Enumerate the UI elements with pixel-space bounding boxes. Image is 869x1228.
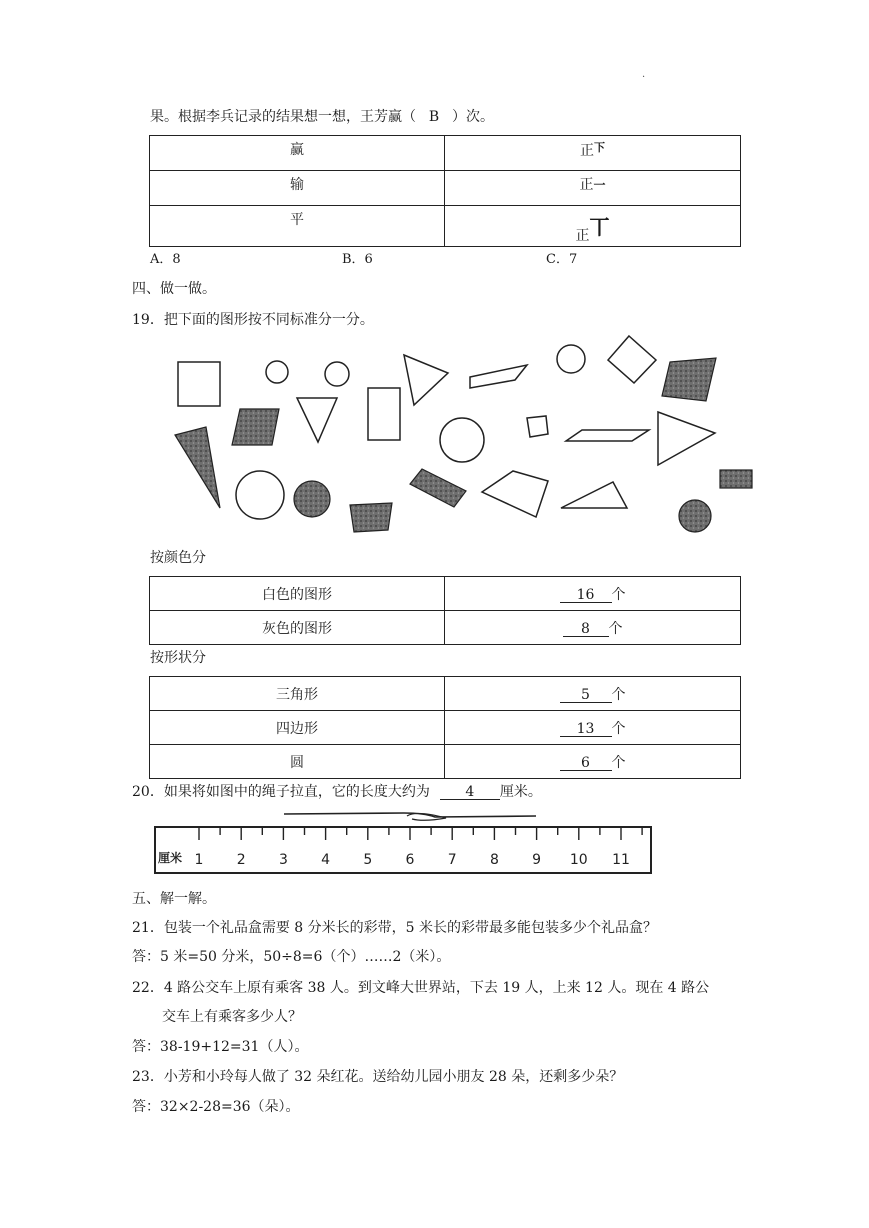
q22-question-line2: 交车上有乘客多少人？ [162, 1009, 302, 1025]
rope-ruler-figure [150, 808, 656, 876]
q20-text-before: 20．如果将如图中的绳子拉直，它的长度大约为 [132, 784, 430, 800]
q18-answer: B [428, 109, 440, 125]
q18-text-before: 果。根据李兵记录的结果想一想，王芳赢（ [150, 109, 416, 125]
white-circle [557, 345, 585, 373]
ruler-unit-label: 厘米 [158, 851, 183, 865]
by-shape-label: 按形状分 [150, 650, 206, 666]
white-square [178, 362, 220, 406]
ruler-number: 2 [236, 852, 246, 868]
shape-row-value: 6 个 [445, 745, 741, 779]
ruler-number: 9 [532, 852, 542, 868]
tally-label-draw: 平 [150, 206, 445, 247]
ruler-number: 7 [447, 852, 457, 868]
color-row-value: 16 个 [445, 577, 741, 611]
white-small-square [527, 416, 548, 437]
q21-question: 21．包装一个礼品盒需要 8 分米长的彩带，5 米长的彩带最多能包装多少个礼品盒？ [132, 920, 657, 936]
tally-label-lose: 输 [150, 171, 445, 206]
color-row-label: 灰色的图形 [150, 611, 445, 645]
by-color-label: 按颜色分 [150, 550, 206, 566]
color-row-value: 8 个 [445, 611, 741, 645]
section-4-heading: 四、做一做。 [132, 281, 216, 297]
q18-tally-table [149, 135, 741, 247]
q23-answer: 答：32×2-28=36（朵）。 [132, 1099, 300, 1115]
table-row [150, 711, 741, 745]
table-row [150, 171, 741, 206]
white-circle [440, 418, 484, 462]
tally-value-win: 正$^下$ [445, 136, 741, 171]
q18-option-c: C．7 [546, 252, 578, 267]
tally-label-win: 赢 [150, 136, 445, 171]
q20-question-line [132, 781, 542, 801]
shape-table [149, 676, 741, 779]
tally-value-lose: 正一 [445, 171, 741, 206]
gray-small-rectangle [720, 470, 752, 488]
rope-knot [407, 813, 446, 820]
table-row [150, 577, 741, 611]
white-circle [325, 362, 349, 386]
q18-text-after: ）次。 [452, 109, 494, 125]
q19-shapes-figure [150, 330, 770, 550]
q22-answer: 答：38-19+12=31（人）。 [132, 1039, 309, 1055]
ruler-number: 5 [363, 852, 373, 868]
gray-circle [679, 500, 711, 532]
gray-triangle [175, 427, 220, 508]
white-circle [266, 361, 288, 383]
q18-question-line [150, 106, 494, 126]
shape-row-label: 四边形 [150, 711, 445, 745]
table-row [150, 206, 741, 247]
white-triangle [404, 355, 448, 405]
ruler-number: 1 [194, 852, 204, 868]
shape-row-value: 5 个 [445, 677, 741, 711]
ruler-number: 11 [612, 852, 630, 868]
white-parallelogram [470, 365, 527, 388]
gray-rectangle [410, 469, 466, 507]
tally-value-draw: 正丅 [445, 206, 741, 247]
table-row [150, 136, 741, 171]
white-triangle [658, 412, 715, 465]
q20-answer: 4 [440, 785, 500, 800]
table-row [150, 611, 741, 645]
color-table [149, 576, 741, 645]
q19-title: 19．把下面的图形按不同标准分一分。 [132, 312, 374, 328]
q22-question-line1: 22．4 路公交车上原有乘客 38 人。到文峰大世界站，下去 19 人，上来 12 人。现在 4 路公 [132, 980, 710, 996]
gray-circle [294, 481, 330, 517]
q21-answer: 答：5 米=50 分米，50÷8=6（个）……2（米）。 [132, 949, 451, 965]
section-5-heading: 五、解一解。 [132, 891, 216, 907]
q18-option-a: A．8 [150, 252, 181, 267]
gray-square [662, 358, 716, 401]
white-rectangle [368, 388, 400, 440]
page-dot: · [642, 72, 646, 83]
gray-trapezoid [350, 503, 392, 532]
shape-row-value: 13 个 [445, 711, 741, 745]
shape-row-label: 三角形 [150, 677, 445, 711]
white-quadrilateral [482, 471, 548, 517]
ruler-number: 4 [321, 852, 331, 868]
ruler-number: 10 [569, 852, 588, 868]
ruler-number: 6 [405, 852, 415, 868]
white-square-rotated [608, 336, 656, 383]
white-triangle [297, 398, 337, 442]
white-parallelogram [566, 430, 649, 441]
table-row [150, 745, 741, 779]
table-row [150, 677, 741, 711]
q23-question: 23．小芳和小玲每人做了 32 朵红花。送给幼儿园小朋友 28 朵，还剩多少朵？ [132, 1069, 624, 1085]
q18-option-b: B．6 [342, 252, 373, 267]
color-row-label: 白色的图形 [150, 577, 445, 611]
white-circle [236, 471, 284, 519]
q20-text-after: 厘米。 [499, 784, 542, 800]
ruler-number: 8 [489, 852, 499, 868]
gray-parallelogram [232, 409, 279, 445]
shape-row-label: 圆 [150, 745, 445, 779]
white-triangle [561, 482, 627, 508]
ruler-number: 3 [278, 852, 288, 868]
